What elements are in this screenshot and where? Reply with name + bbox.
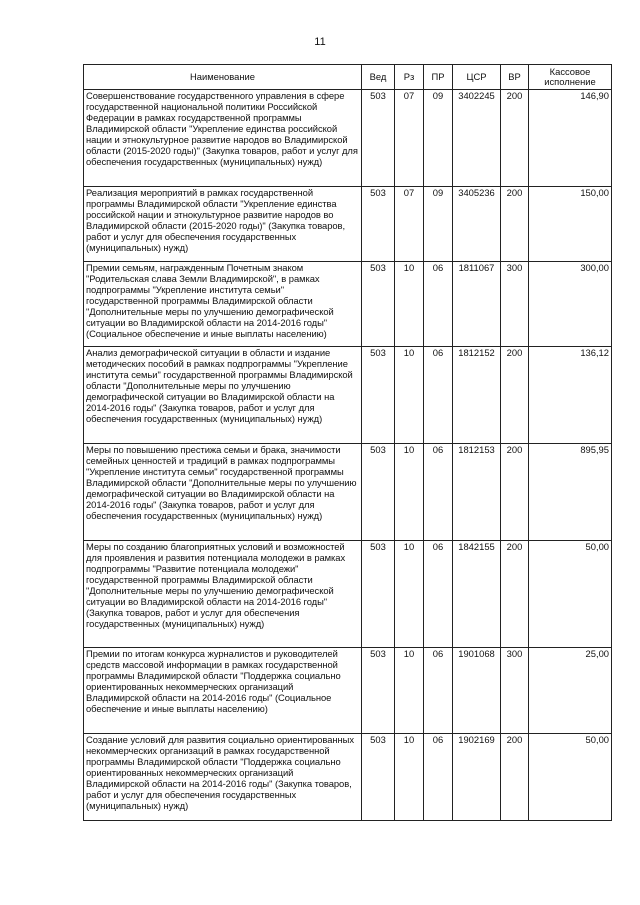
cell-csr: 3405236 xyxy=(453,187,501,262)
cell-amount: 136,12 xyxy=(529,347,612,444)
cell-name: Анализ демографической ситуации в области и издание методических пособий в рамках подпрограммы "Укрепление института семьи" государственной программы Владимирской области "Дополнительные меры по улучшению демографической ситуации во Владимирской области на 2014-2016 годы" (Закупка товаров, работ и услуг для обеспечения государственных (муниципальных) нужд) xyxy=(84,347,362,444)
page-number: 11 xyxy=(314,36,326,48)
table-row xyxy=(84,541,612,648)
cell-ved: 503 xyxy=(362,648,395,734)
cell-ved: 503 xyxy=(362,444,395,541)
cell-name: Меры по созданию благоприятных условий и возможностей для проявления и развития потенциала молодежи в рамках подпрограммы "Развитие потенциала молодежи" государственной программы Владимирской области "Дополнительные меры по улучшению демографической ситуации во Владимирской области на 2014-2016 годы" (Закупка товаров, работ и услуг для обеспечения государственных (муниципальных) нужд) xyxy=(84,541,362,648)
cell-amount: 25,00 xyxy=(529,648,612,734)
cell-csr: 1901068 xyxy=(453,648,501,734)
cell-name: Реализация мероприятий в рамках государственной программы Владимирской области "Укрепление единства российской нации и этнокультурное развитие народов во Владимирской области (2015-2020 годы)" (Закупка товаров, работ и услуг для обеспечения государственных (муниципальных) нужд) xyxy=(84,187,362,262)
header-rz: Рз xyxy=(395,65,424,90)
cell-name: Меры по повышению престижа семьи и брака, значимости семейных ценностей и традиций в рамках подпрограммы "Укрепление института семьи" государственной программы Владимирской области "Дополнительные меры по улучшению демографической ситуации во Владимирской области на 2014-2016 годы" (Закупка товаров, работ и услуг для обеспечения государственных (муниципальных) нужд) xyxy=(84,444,362,541)
cell-rz: 10 xyxy=(395,262,424,347)
cell-vr: 200 xyxy=(501,90,529,187)
cell-ved: 503 xyxy=(362,90,395,187)
cell-vr: 200 xyxy=(501,734,529,821)
cell-csr: 1842155 xyxy=(453,541,501,648)
table-row xyxy=(84,734,612,821)
cell-name: Премии семьям, награжденным Почетным знаком "Родительская слава Земли Владимирской", в рамках подпрограммы "Укрепление института семьи" государственной программы Владимирской области "Дополнительные меры по улучшению демографической ситуации во Владимирской области на 2014-2016 годы" (Социальное обеспечение и иные выплаты населению) xyxy=(84,262,362,347)
cell-vr: 200 xyxy=(501,444,529,541)
cell-rz: 10 xyxy=(395,734,424,821)
header-amount: Кассовое исполнение xyxy=(529,65,612,90)
cell-pr: 06 xyxy=(424,734,453,821)
cell-amount: 150,00 xyxy=(529,187,612,262)
cell-rz: 07 xyxy=(395,90,424,187)
cell-name: Совершенствование государственного управления в сфере государственной национальной политики Российской Федерации в рамках государственной программы Владимирской области "Укрепление единства российской нации и этнокультурное развитие народов во Владимирской области (2015-2020 годы)" (Закупка товаров, работ и услуг для обеспечения государственных (муниципальных) нужд) xyxy=(84,90,362,187)
cell-csr: 1811067 xyxy=(453,262,501,347)
table-row xyxy=(84,347,612,444)
budget-table xyxy=(83,64,612,821)
cell-name: Премии по итогам конкурса журналистов и руководителей средств массовой информации в рамках государственной программы Владимирской области "Поддержка социально ориентированных некоммерческих организаций Владимирской области на 2014-2016 годы" (Социальное обеспечение и иные выплаты населению) xyxy=(84,648,362,734)
cell-rz: 07 xyxy=(395,187,424,262)
cell-name: Создание условий для развития социально ориентированных некоммерческих организаций в рамках государственной программы Владимирской области "Поддержка социально ориентированных некоммерческих организаций Владимирской области на 2014-2016 годы" (Закупка товаров, работ и услуг для обеспечения государственных (муниципальных) нужд) xyxy=(84,734,362,821)
cell-vr: 200 xyxy=(501,187,529,262)
cell-ved: 503 xyxy=(362,347,395,444)
cell-rz: 10 xyxy=(395,347,424,444)
cell-pr: 09 xyxy=(424,90,453,187)
cell-rz: 10 xyxy=(395,648,424,734)
header-vr: ВР xyxy=(501,65,529,90)
cell-csr: 1812152 xyxy=(453,347,501,444)
cell-amount: 50,00 xyxy=(529,734,612,821)
table-row xyxy=(84,90,612,187)
cell-csr: 1902169 xyxy=(453,734,501,821)
cell-vr: 300 xyxy=(501,262,529,347)
cell-amount: 300,00 xyxy=(529,262,612,347)
table-row xyxy=(84,444,612,541)
cell-amount: 146,90 xyxy=(529,90,612,187)
cell-ved: 503 xyxy=(362,734,395,821)
cell-pr: 06 xyxy=(424,262,453,347)
cell-rz: 10 xyxy=(395,444,424,541)
cell-ved: 503 xyxy=(362,541,395,648)
cell-pr: 06 xyxy=(424,347,453,444)
table-row xyxy=(84,262,612,347)
cell-vr: 300 xyxy=(501,648,529,734)
cell-ved: 503 xyxy=(362,187,395,262)
header-ved: Вед xyxy=(362,65,395,90)
cell-pr: 06 xyxy=(424,444,453,541)
cell-pr: 06 xyxy=(424,541,453,648)
cell-vr: 200 xyxy=(501,541,529,648)
table-header-row xyxy=(84,65,612,90)
cell-amount: 50,00 xyxy=(529,541,612,648)
cell-rz: 10 xyxy=(395,541,424,648)
cell-vr: 200 xyxy=(501,347,529,444)
cell-ved: 503 xyxy=(362,262,395,347)
cell-csr: 1812153 xyxy=(453,444,501,541)
cell-csr: 3402245 xyxy=(453,90,501,187)
cell-amount: 895,95 xyxy=(529,444,612,541)
header-pr: ПР xyxy=(424,65,453,90)
table-row xyxy=(84,187,612,262)
cell-pr: 06 xyxy=(424,648,453,734)
header-name: Наименование xyxy=(84,65,362,90)
cell-pr: 09 xyxy=(424,187,453,262)
table-row xyxy=(84,648,612,734)
header-csr: ЦСР xyxy=(453,65,501,90)
